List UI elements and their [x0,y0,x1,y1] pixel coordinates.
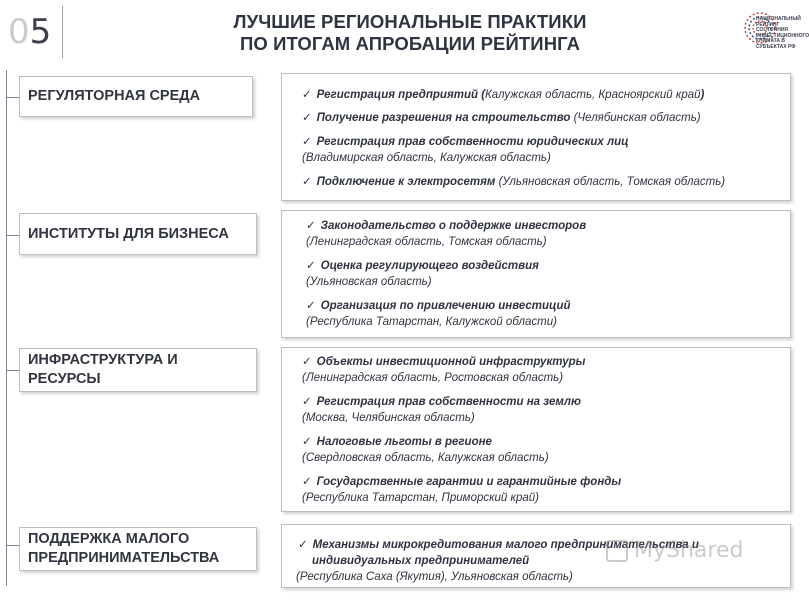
category-label-line-2: ПРЕДПРИНИМАТЕЛЬСТВА [28,550,220,566]
check-icon: ✓ [298,539,308,551]
practice-regions-line [296,569,573,585]
practice-item [306,298,571,314]
practice-regions-line [306,274,432,290]
practice-title: Законодательство о поддержке инвесторов [320,220,587,232]
practice-regions-line [302,410,475,426]
practice-item [302,354,585,370]
check-icon: ✓ [302,136,312,148]
left-rail [6,70,7,586]
slide-number-main: 5 [29,12,52,52]
panel-regulatory-environment [281,73,791,201]
practice-regions-line [302,450,549,466]
practice-regions: Калужская область, Красноярский край [485,89,701,101]
rail-tick [7,545,19,546]
practice-regions-line [306,314,557,330]
category-label-line-2: РЕСУРСЫ [28,371,101,387]
practice-regions-line [302,490,539,506]
category-small-business-support [19,527,257,571]
check-icon: ✓ [302,112,312,124]
practice-regions: (Ленинградская область, Томская область) [306,236,547,248]
practice-regions-line [302,370,563,386]
practice-regions: (Владимирская область, Калужская область) [302,152,551,164]
practice-regions: (Москва, Челябинская область) [302,412,475,424]
practice-regions: (Ульяновская область, Томская область) [495,176,726,188]
slide-number [8,12,51,52]
category-label-line-1: ПОДДЕРЖКА МАЛОГО [28,531,190,547]
practice-title: индивидуальных предпринимателей [312,555,530,567]
practice-item [302,434,492,450]
category-label: РЕГУЛЯТОРНАЯ СРЕДА [28,88,201,104]
category-regulatory-environment [19,76,253,117]
category-label: ИНСТИТУТЫ ДЛЯ БИЗНЕСА [28,225,229,242]
practice-regions: (Республика Саха (Якутия), Ульяновская область) [296,571,573,583]
page-title [140,11,680,55]
check-icon: ✓ [302,436,312,448]
practice-regions: (Челябинская область) [570,112,701,124]
check-icon: ✓ [302,396,312,408]
check-icon: ✓ [302,356,312,368]
practice-item [302,87,704,103]
practice-title-end: ) [700,89,705,101]
title-line-2: ПО ИТОГАМ АПРОБАЦИИ РЕЙТИНГА [239,33,581,54]
watermark-text: MyShared [634,538,744,563]
practice-item [302,110,701,126]
practice-regions: (Ульяновская область) [306,276,432,288]
rail-tick [7,97,19,98]
check-icon: ✓ [306,300,316,312]
slide-number-ghost: 0 [8,12,30,52]
practice-title: Подключение к электросетям [316,176,496,188]
practice-title: Регистрация прав собственности юридических лиц [316,136,629,148]
check-icon: ✓ [302,89,312,101]
logo-text: НАЦИОНАЛЬНЫЙ РЕЙТИНГ СОСТОЯНИЯ ИНВЕСТИЦИОННОГО КЛИМАТА В СУБЪЕКТАХ РФ [756,16,809,50]
panel-business-institutions [281,210,791,338]
rail-tick [7,370,19,371]
check-icon: ✓ [302,176,312,188]
practice-regions-line [306,234,547,250]
practice-item [306,218,586,234]
practice-title-line-2 [312,553,529,569]
practice-item [302,134,629,150]
rail-tick [7,235,19,236]
category-label-line-1: ИНФРАСТРУКТУРА И [28,352,178,368]
practice-title: Регистрация предприятий ( [316,89,486,101]
practice-regions: (Свердловская область, Калужская область) [302,452,549,464]
practice-title: Механизмы микрокредитования малого предпринимательства и [312,539,699,551]
category-infrastructure-resources [19,348,257,392]
check-icon: ✓ [306,220,316,232]
title-line-1: ЛУЧШИЕ РЕГИОНАЛЬНЫЕ ПРАКТИКИ [233,11,587,32]
practice-title: Государственные гарантии и гарантийные фонды [316,476,622,488]
check-icon: ✓ [302,476,312,488]
practice-regions: (Ленинградская область, Ростовская область) [302,372,564,384]
practice-title: Организация по привлечению инвестиций [320,300,571,312]
practice-title: Оценка регулирующего воздействия [320,260,539,272]
practice-title: Получение разрешения на строительство [316,112,571,124]
header-divider [62,6,63,58]
practice-regions-line [302,150,551,166]
panel-infrastructure-resources [281,347,791,512]
practice-regions: (Республика Татарстан, Приморский край) [302,492,539,504]
practice-title: Налоговые льготы в регионе [316,436,492,448]
category-business-institutions [19,213,257,255]
practice-item [302,474,621,490]
practice-title: Объекты инвестиционной инфраструктуры [316,356,586,368]
practice-regions: (Республика Татарстан, Калужской области) [306,316,557,328]
practice-item [306,258,539,274]
practice-item [302,394,581,410]
practice-title: Регистрация прав собственности на землю [316,396,581,408]
watermark-icon [606,540,628,562]
check-icon: ✓ [306,260,316,272]
practice-item [302,174,725,190]
